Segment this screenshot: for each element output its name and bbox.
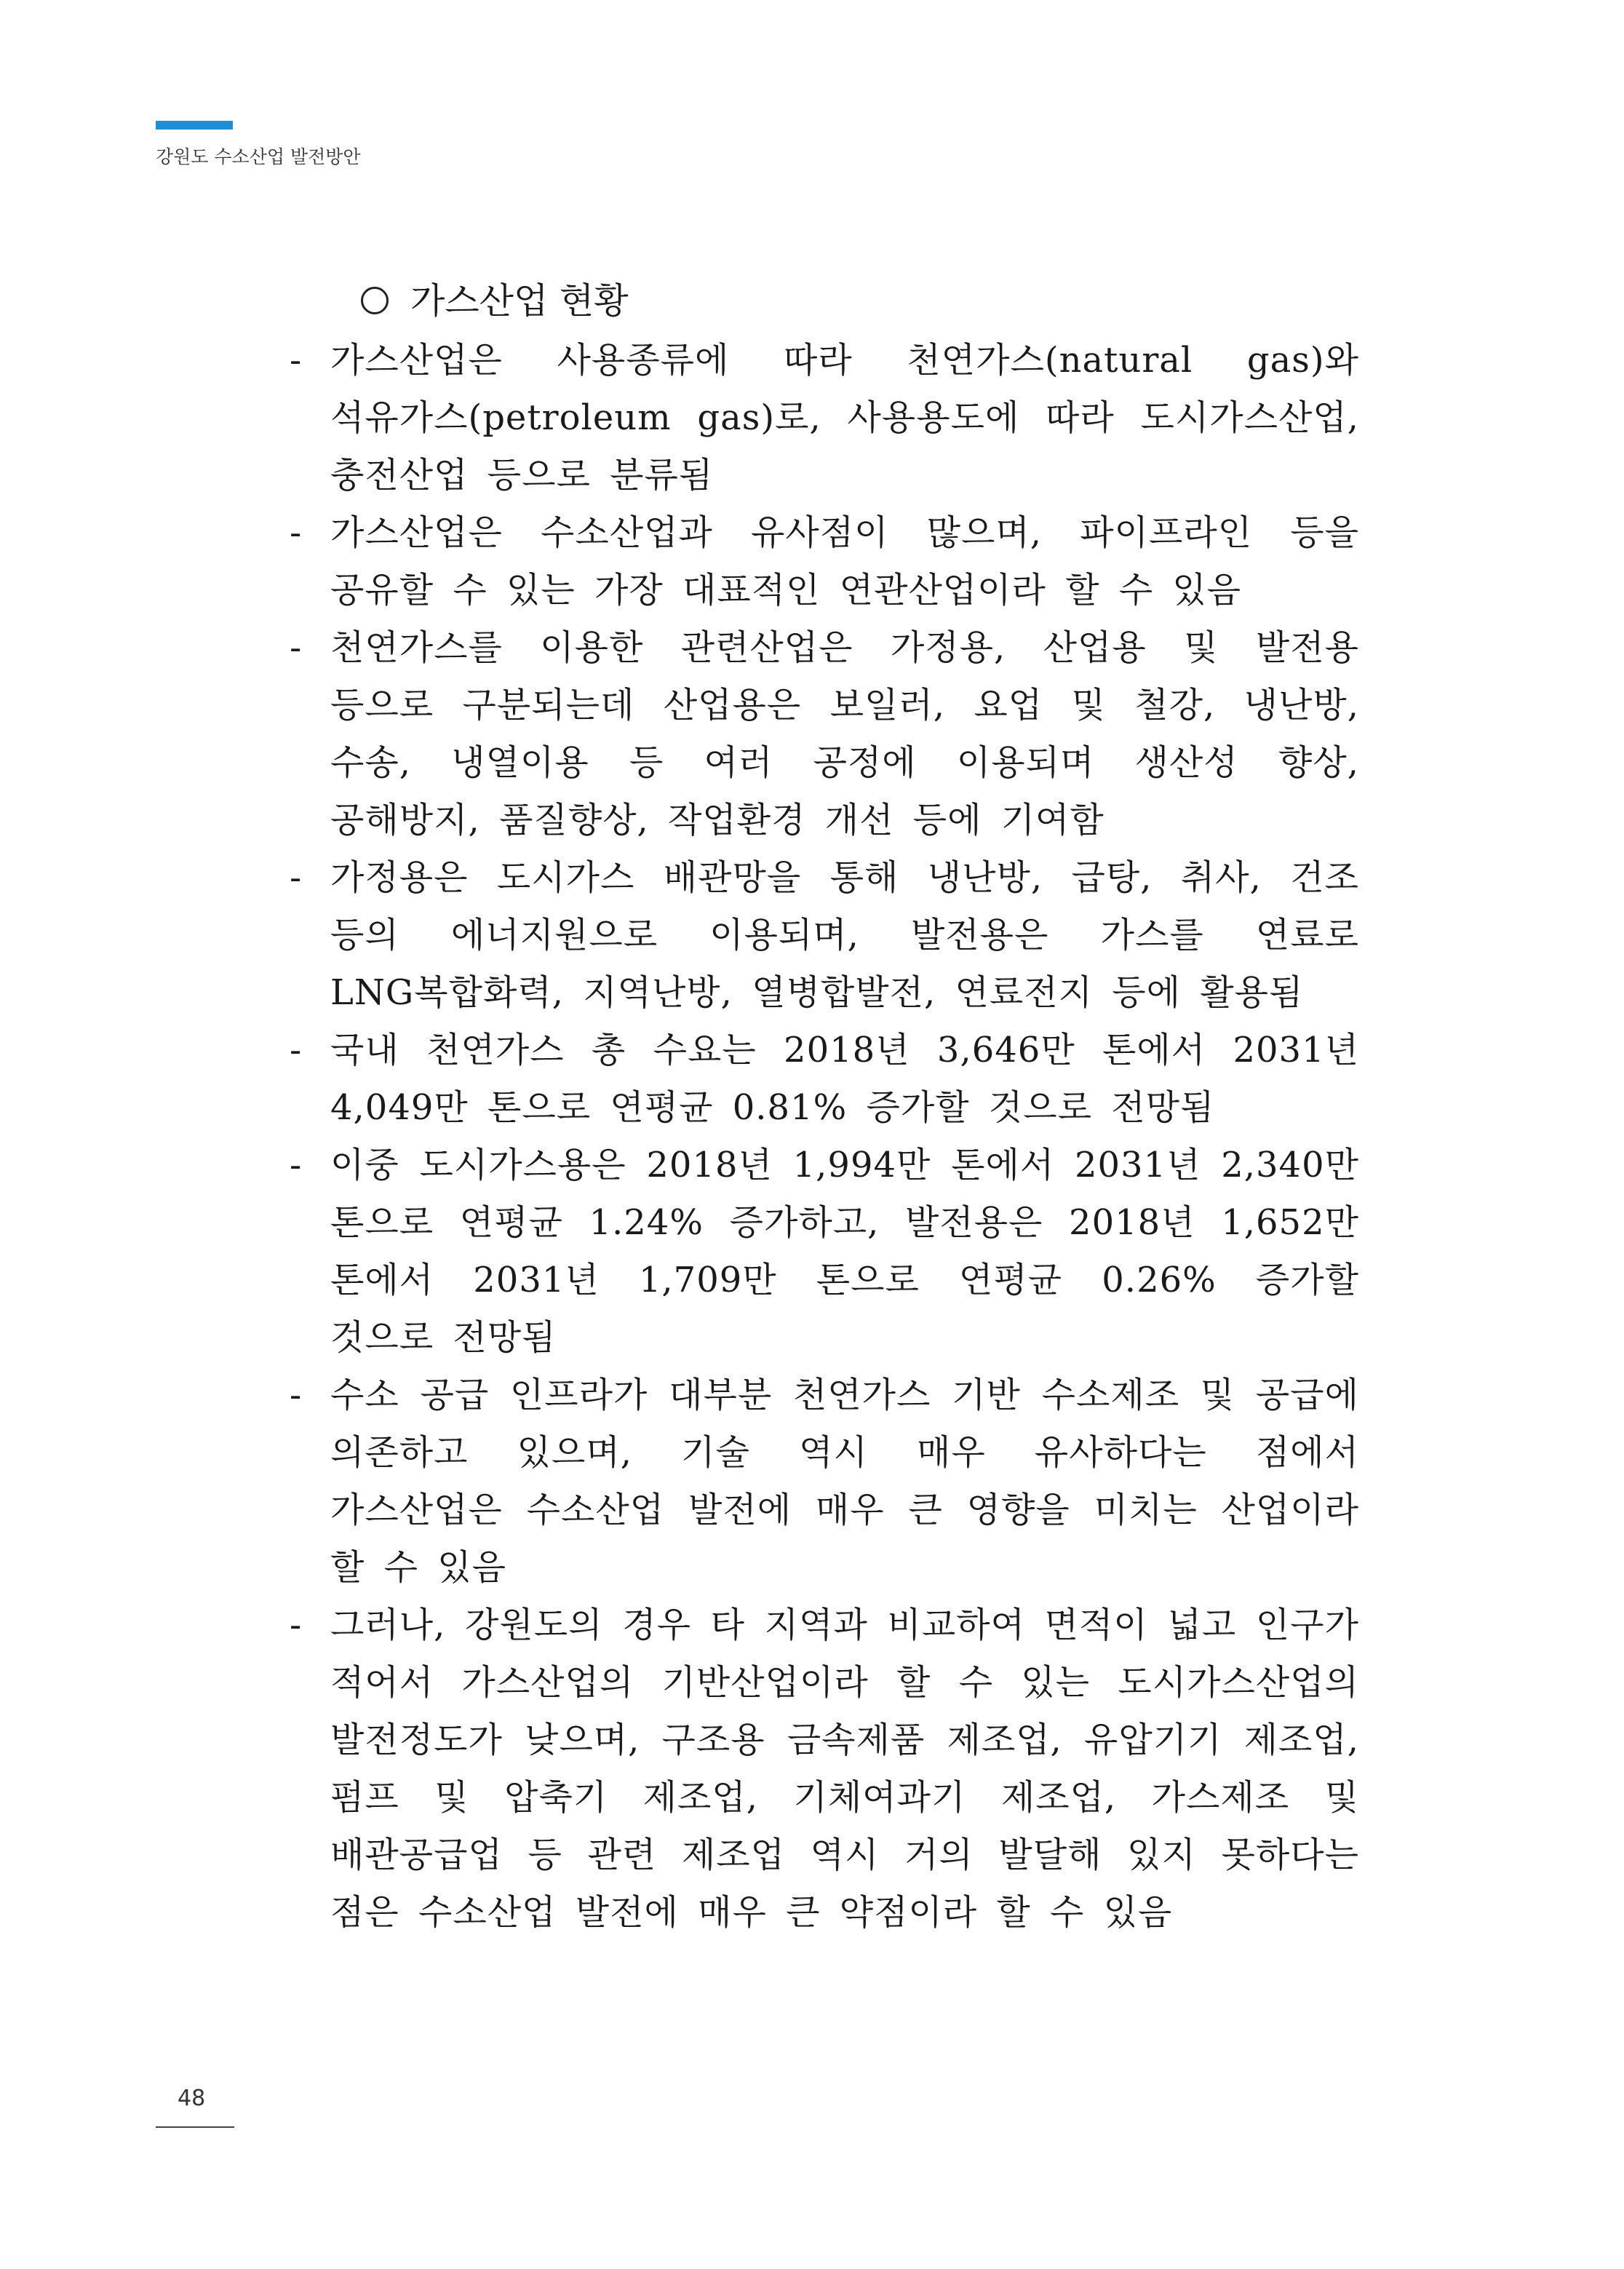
list-item-text: 가스산업은 수소산업과 유사점이 많으며, 파이프라인 등을 공유할 수 있는 가장 대표적인 연관산업이라 할 수 있음	[330, 512, 1359, 611]
list-item	[290, 1137, 1359, 1367]
dash-marker: -	[290, 1145, 303, 1185]
page-number: 48	[178, 2086, 206, 2111]
list-item	[290, 849, 1359, 1022]
bullet-list	[290, 332, 1359, 1942]
dash-marker: -	[290, 512, 303, 553]
dash-marker: -	[290, 1375, 303, 1415]
section-heading	[361, 278, 629, 325]
list-item-text: 수소 공급 인프라가 대부분 천연가스 기반 수소제조 및 공급에 의존하고 있으며, 기술 역시 매우 유사하다는 점에서 가스산업은 수소산업 발전에 매우 큰 영향을 미치는 산업이라 할 수 있음	[330, 1375, 1359, 1588]
list-item	[290, 619, 1359, 849]
list-item	[290, 1597, 1359, 1942]
list-item-text: 국내 천연가스 총 수요는 2018년 3,646만 톤에서 2031년 4,049만 톤으로 연평균 0.81% 증가할 것으로 전망됨	[330, 1030, 1359, 1128]
list-item	[290, 1367, 1359, 1597]
list-item-text: 이중 도시가스용은 2018년 1,994만 톤에서 2031년 2,340만 톤으로 연평균 1.24% 증가하고, 발전용은 2018년 1,652만 톤에서 2031년 1,709만 톤으로 연평균 0.26% 증가할 것으로 전망됨	[330, 1145, 1359, 1358]
list-item-text: 가스산업은 사용종류에 따라 천연가스(natural gas)와 석유가스(petroleum gas)로, 사용용도에 따라 도시가스산업, 충전산업 등으로 분류됨	[330, 340, 1359, 496]
circle-bullet-icon	[361, 287, 389, 314]
dash-marker: -	[290, 857, 303, 898]
section-heading-text: 가스산업 현황	[410, 280, 629, 322]
running-header-title: 강원도 수소산업 발전방안	[156, 146, 361, 167]
dash-marker: -	[290, 340, 303, 381]
list-item-text: 그러나, 강원도의 경우 타 지역과 비교하여 면적이 넓고 인구가 적어서 가스산업의 기반산업이라 할 수 있는 도시가스산업의 발전정도가 낮으며, 구조용 금속제품 제조업, 유압기기 제조업, 펌프 및 압축기 제조업, 기체여과기 제조업, 가스제조 및 배관공급업 등 관련 제조업 역시 거의 발달해 있지 못하다는 점은 수소산업 발전에 매우 큰 약점이라 할 수 있음	[330, 1605, 1359, 1933]
list-item	[290, 1022, 1359, 1137]
list-item	[290, 332, 1359, 504]
list-item-text: 천연가스를 이용한 관련산업은 가정용, 산업용 및 발전용 등으로 구분되는데 산업용은 보일러, 요업 및 철강, 냉난방, 수송, 냉열이용 등 여러 공정에 이용되며 생산성 향상, 공해방지, 품질향상, 작업환경 개선 등에 기여함	[330, 627, 1359, 841]
dash-marker: -	[290, 1030, 303, 1070]
list-item-text: 가정용은 도시가스 배관망을 통해 냉난방, 급탕, 취사, 건조 등의 에너지원으로 이용되며, 발전용은 가스를 연료로 LNG복합화력, 지역난방, 열병합발전, 연료전지 등에 활용됨	[330, 857, 1359, 1013]
header-accent-bar	[156, 121, 233, 130]
dash-marker: -	[290, 1605, 303, 1645]
list-item	[290, 504, 1359, 619]
footer-rule	[156, 2126, 234, 2128]
dash-marker: -	[290, 627, 303, 668]
